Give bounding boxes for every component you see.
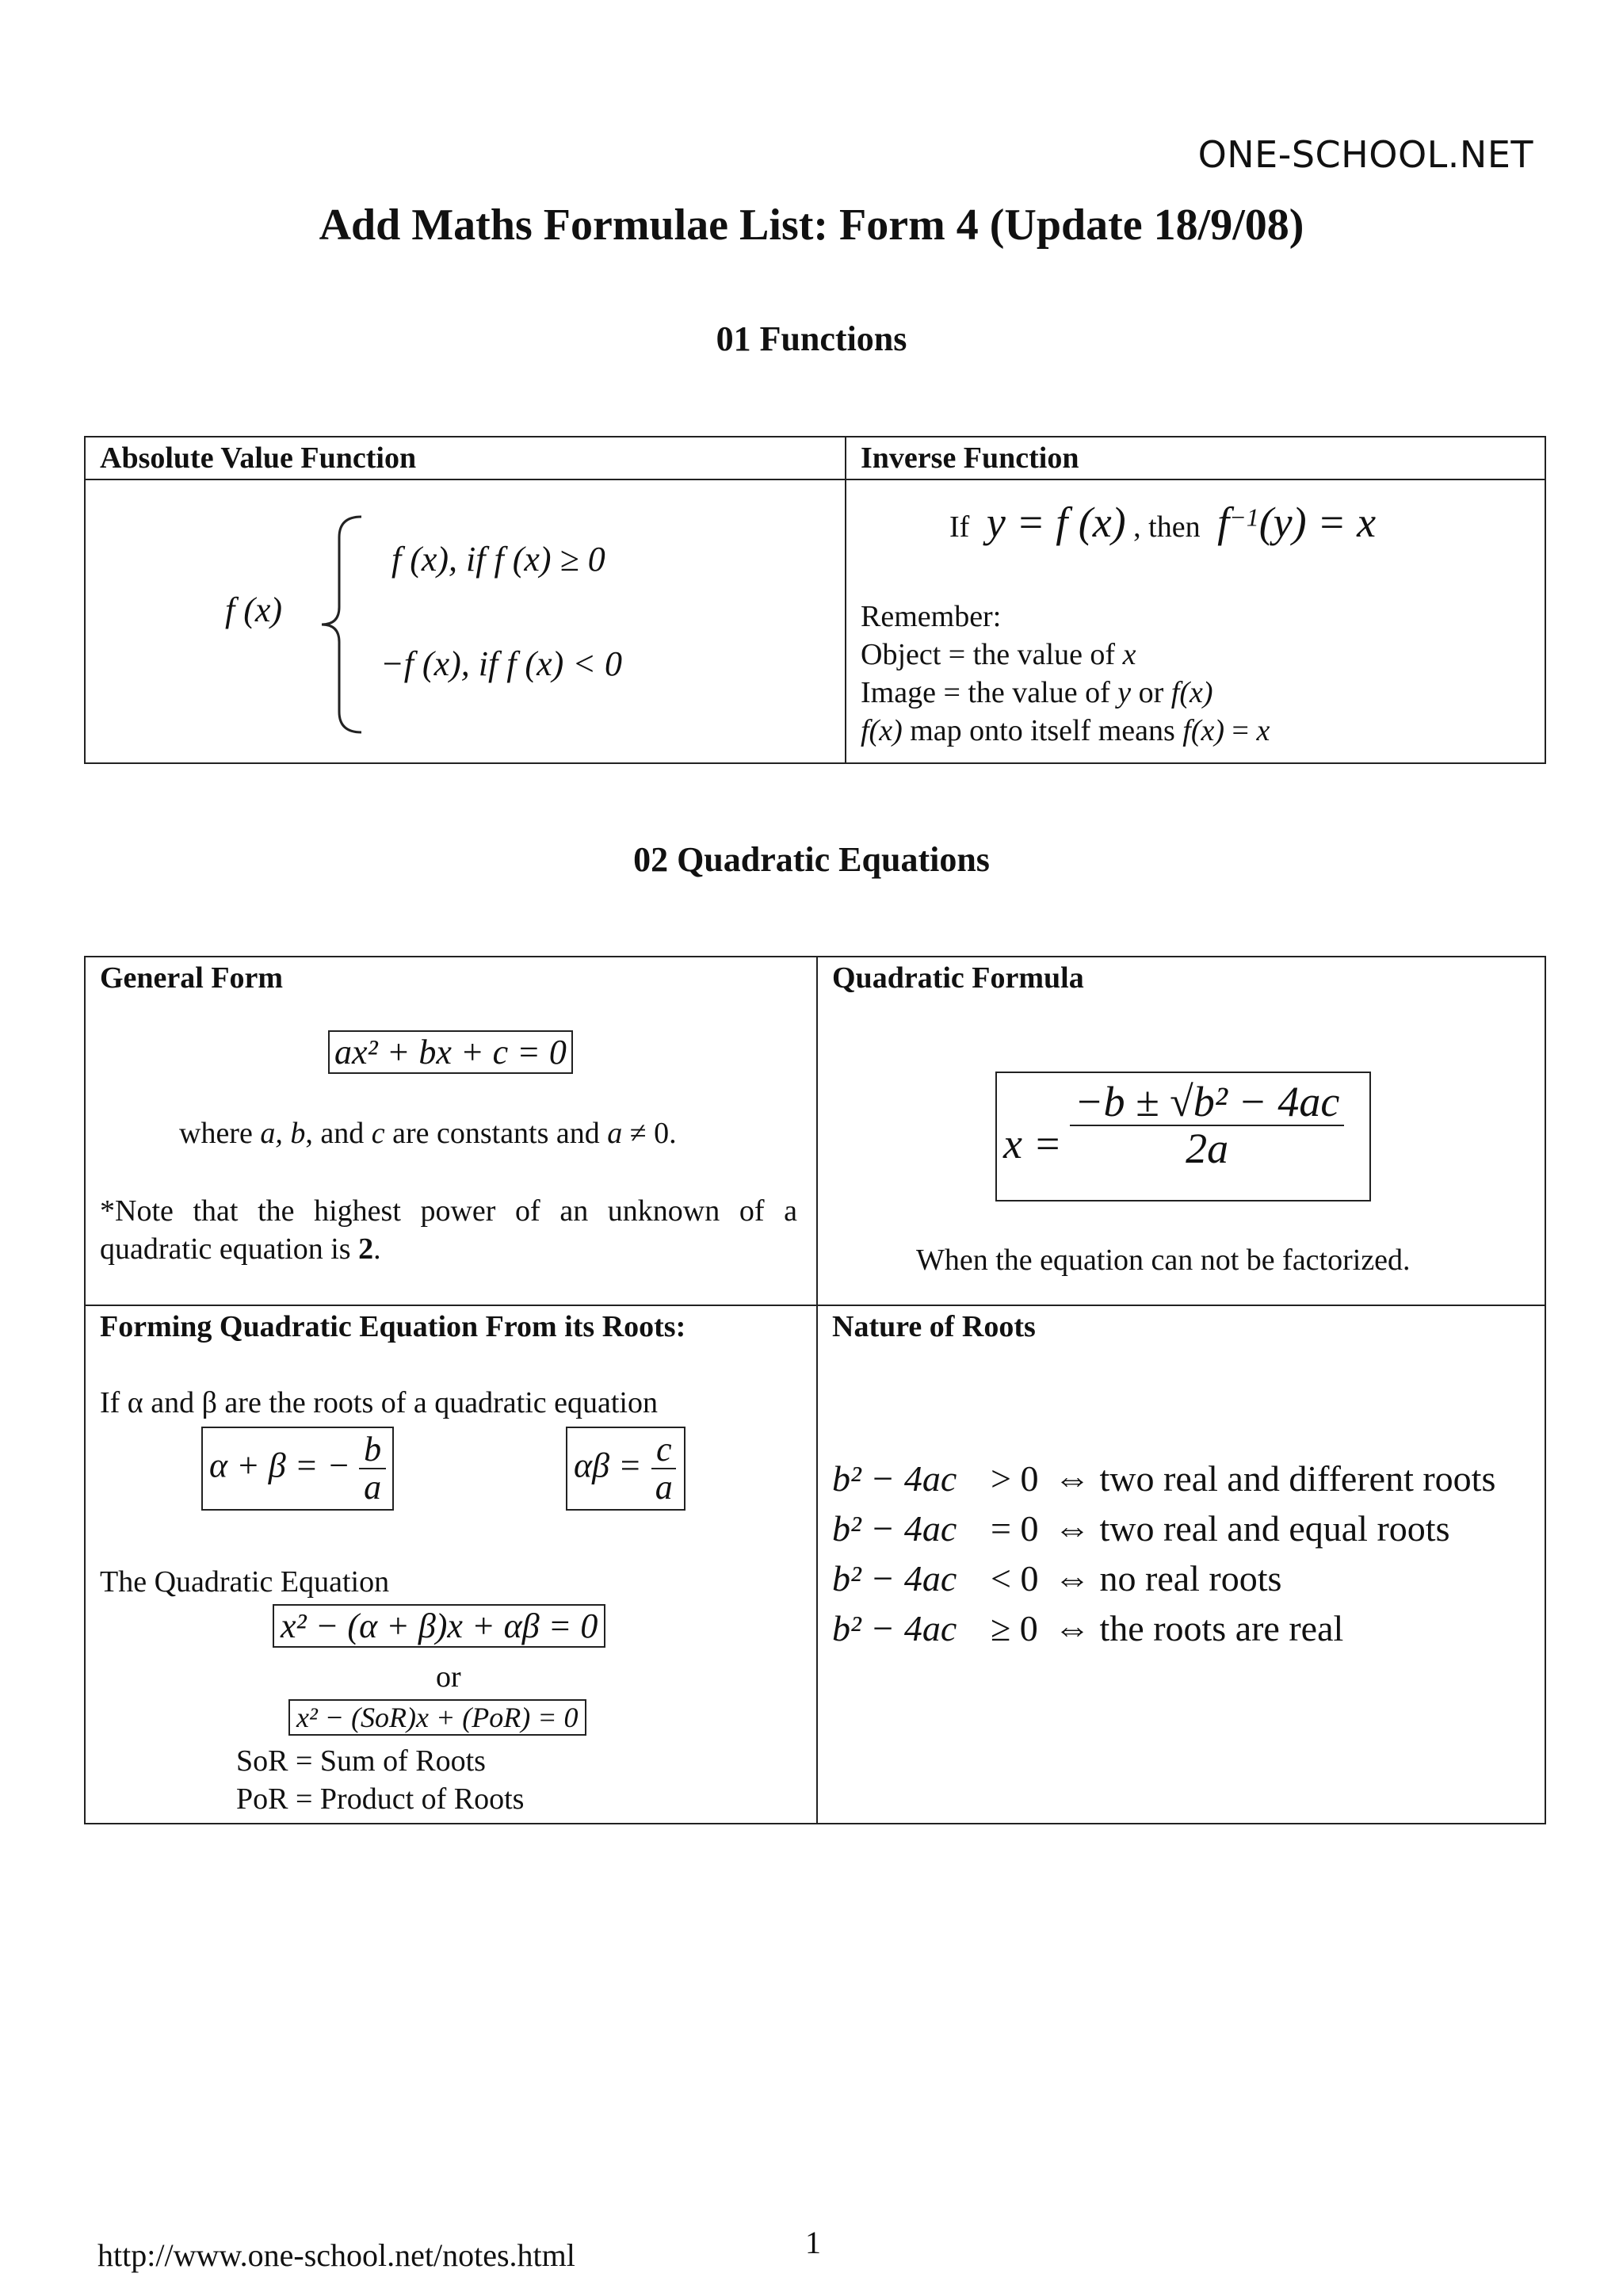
quadratic-formula-cell [817, 957, 1545, 1305]
quadratic-formula-box [995, 1072, 1371, 1201]
general-form-header: General Form [100, 961, 284, 995]
or-word: or [436, 1660, 461, 1694]
nature-row: b² − 4ac > 0 ⇔ two real and different roots [832, 1458, 1496, 1499]
quadratic-formula-header: Quadratic Formula [832, 961, 1084, 995]
section-heading-quadratic: 02 Quadratic Equations [633, 840, 990, 879]
inverse-function-cell [846, 479, 1545, 763]
forming-intro: If α and β are the roots of a quadratic equation [100, 1386, 658, 1419]
quadratic-table [84, 956, 1546, 1824]
inverse-eq-y: y = f (x) [986, 499, 1126, 546]
section-heading-functions: 01 Functions [716, 319, 907, 358]
absolute-value-header: Absolute Value Function [85, 437, 846, 479]
quadratic-formula-caption: When the equation can not be factorized. [916, 1244, 1411, 1277]
forming-equation-cell [85, 1305, 817, 1824]
forming-equation-header: Forming Quadratic Equation From its Roots: [100, 1310, 686, 1343]
general-form-cell [85, 957, 817, 1305]
page-title: Add Maths Formulae List: Form 4 (Update 18/9/08) [319, 201, 1304, 250]
remember-label: Remember: [861, 600, 1002, 633]
nature-row: b² − 4ac ≥ 0 ⇔ the roots are real [832, 1608, 1344, 1648]
functions-table [84, 436, 1546, 764]
sor-definition: SoR = Sum of Roots [236, 1744, 486, 1778]
map-itself-note: f(x) map onto itself means f(x) = x [861, 714, 1270, 747]
abs-lhs: f (x) [225, 590, 283, 629]
nature-of-roots-list [832, 1454, 1495, 1653]
brand-label: ONE-SCHOOL.NET [1197, 133, 1533, 176]
sum-of-roots-formula: α + β = − $\frac{b}{a}$ [201, 1427, 394, 1511]
qf-lhs: x = [1003, 1120, 1062, 1167]
then-word: , then [1133, 510, 1201, 544]
qf-fraction [1070, 1079, 1344, 1171]
inverse-formula [949, 498, 1376, 547]
remember-notes [861, 598, 1270, 750]
abs-case-positive: f (x), if f (x) ≥ 0 [391, 540, 605, 579]
qf-denominator: 2a [1186, 1124, 1229, 1172]
inverse-f: f [1217, 499, 1230, 546]
qf-numerator: −b ± √b² − 4ac [1070, 1079, 1344, 1126]
page-number: 1 [805, 2225, 821, 2260]
general-form-note: *Note that the highest power of an unknown of a quadratic equation is 2. [100, 1194, 797, 1266]
abs-case-negative: −f (x), if f (x) < 0 [380, 644, 622, 683]
object-note: Object = the value of x [861, 638, 1136, 671]
absolute-value-cell [85, 479, 846, 763]
quadratic-sor-por-formula: x² − (SoR)x + (PoR) = 0 [288, 1699, 586, 1736]
image-note: Image = the value of y or f(x) [861, 676, 1213, 709]
por-definition: PoR = Product of Roots [236, 1782, 525, 1816]
quadratic-equation-label: The Quadratic Equation [100, 1565, 390, 1599]
product-of-roots-formula: αβ = $\frac{c}{a}$ [566, 1427, 685, 1511]
nature-of-roots-cell [817, 1305, 1545, 1824]
nature-row: b² − 4ac < 0 ⇔ no real roots [832, 1558, 1282, 1599]
left-brace-icon [315, 514, 371, 735]
footer-url-link[interactable]: http://www.one-school.net/notes.html [97, 2237, 575, 2273]
general-form-where: where a, b, and c are constants and a ≠ 0. [179, 1117, 677, 1150]
inverse-function-header: Inverse Function [846, 437, 1545, 479]
general-form-formula: ax² + bx + c = 0 [328, 1030, 573, 1074]
nature-row: b² − 4ac = 0 ⇔ two real and equal roots [832, 1508, 1450, 1549]
inverse-eq-rest: (y) = x [1258, 499, 1377, 546]
quadratic-from-roots-formula: x² − (α + β)x + αβ = 0 [273, 1604, 605, 1648]
if-word: If [949, 510, 970, 544]
nature-of-roots-header: Nature of Roots [832, 1310, 1036, 1343]
inverse-sup: −1 [1229, 502, 1259, 532]
